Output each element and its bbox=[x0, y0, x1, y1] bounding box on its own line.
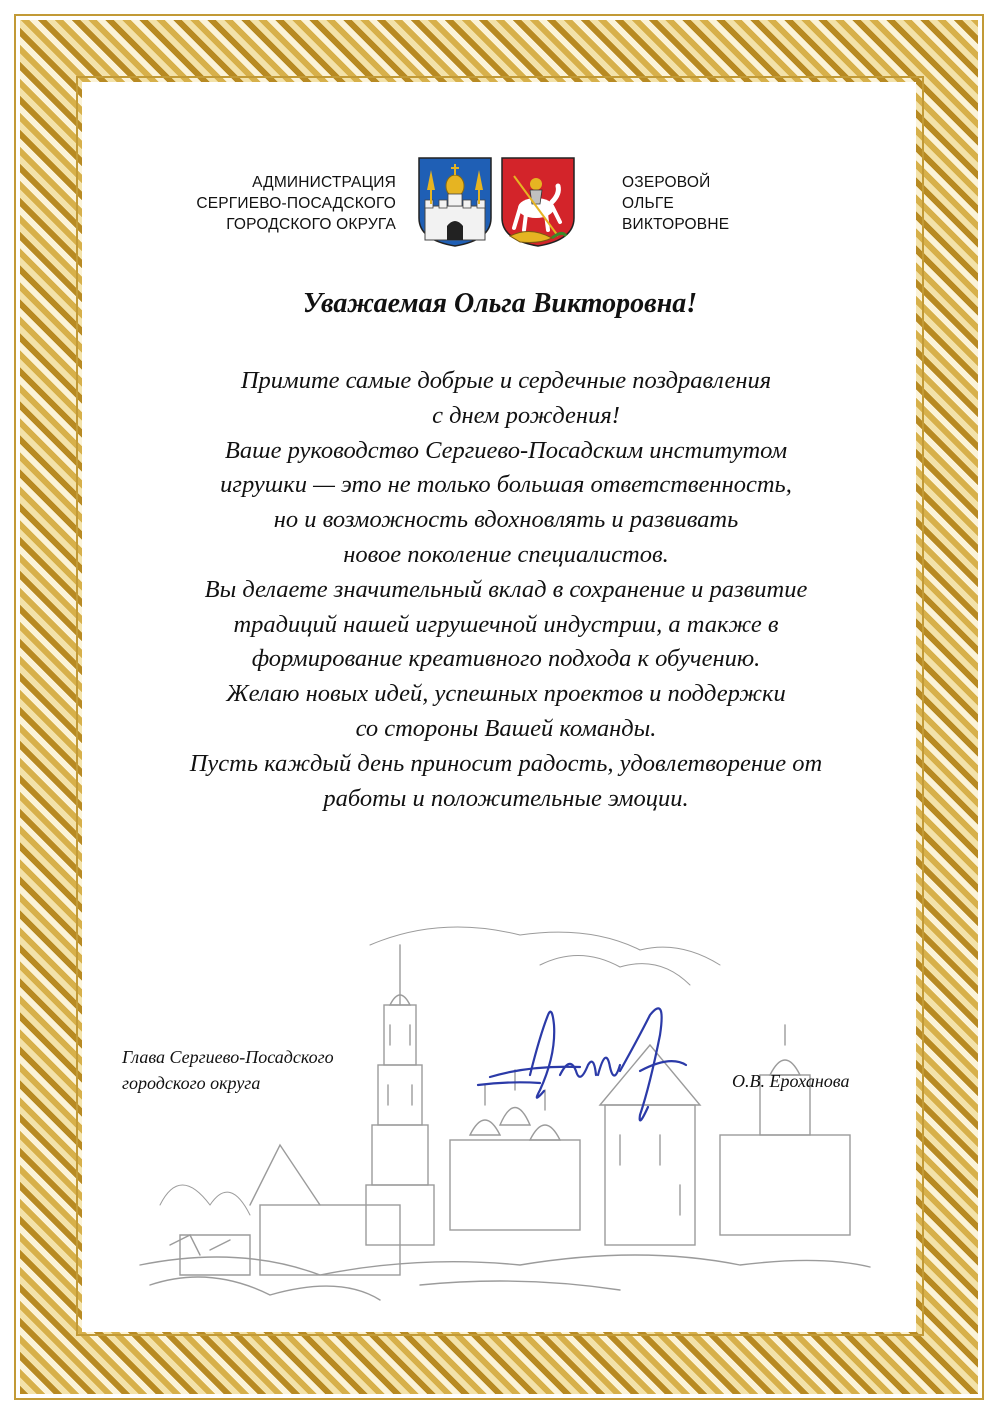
signatory-title-line: городского округа bbox=[122, 1073, 261, 1093]
body-line: но и возможность вдохновлять и развивать bbox=[273, 506, 739, 534]
body-line: традиций нашей игрушечной индустрии, а также в bbox=[233, 610, 779, 638]
salutation: Уважаемая Ольга Викторовна! bbox=[302, 288, 698, 319]
body-line: работы и положительные эмоции. bbox=[323, 784, 689, 812]
greeting-body bbox=[100, 364, 912, 816]
body-line: Пусть каждый день приносит радость, удовлетворение от bbox=[189, 749, 823, 777]
body-line: с днем рождения! bbox=[432, 401, 620, 429]
city-coat-of-arms-icon bbox=[417, 156, 493, 248]
signatory-name: О.В. Ероханова bbox=[732, 1071, 850, 1091]
moscow-region-coat-of-arms-icon bbox=[500, 156, 576, 248]
recipient-line: ОЗЕРОВОЙ bbox=[622, 174, 711, 191]
handwritten-signature bbox=[470, 995, 710, 1145]
recipient-line: ОЛЬГЕ bbox=[622, 195, 674, 212]
sender-line: ГОРОДСКОГО ОКРУГА bbox=[226, 216, 396, 233]
sender-line: СЕРГИЕВО-ПОСАДСКОГО bbox=[196, 195, 396, 212]
body-line: формирование креативного подхода к обучению. bbox=[251, 645, 761, 673]
body-line: новое поколение специалистов. bbox=[343, 540, 669, 568]
recipient-line: ВИКТОРОВНЕ bbox=[622, 216, 730, 233]
body-line: Желаю новых идей, успешных проектов и поддержки bbox=[226, 680, 786, 708]
body-line: со стороны Вашей команды. bbox=[355, 714, 657, 742]
body-line: Примите самые добрые и сердечные поздравления bbox=[240, 367, 772, 394]
sender-block bbox=[160, 172, 396, 235]
sender-line: АДМИНИСТРАЦИЯ bbox=[252, 174, 396, 191]
recipient-block bbox=[622, 172, 822, 235]
body-line: игрушки — это не только большая ответственность, bbox=[220, 471, 792, 499]
signatory-title-line: Глава Сергиево-Посадского bbox=[122, 1047, 334, 1067]
signatory-title bbox=[122, 1044, 334, 1096]
body-line: Вы делаете значительный вклад в сохранение и развитие bbox=[204, 575, 808, 603]
body-line: Ваше руководство Сергиево-Посадским институтом bbox=[224, 436, 788, 464]
